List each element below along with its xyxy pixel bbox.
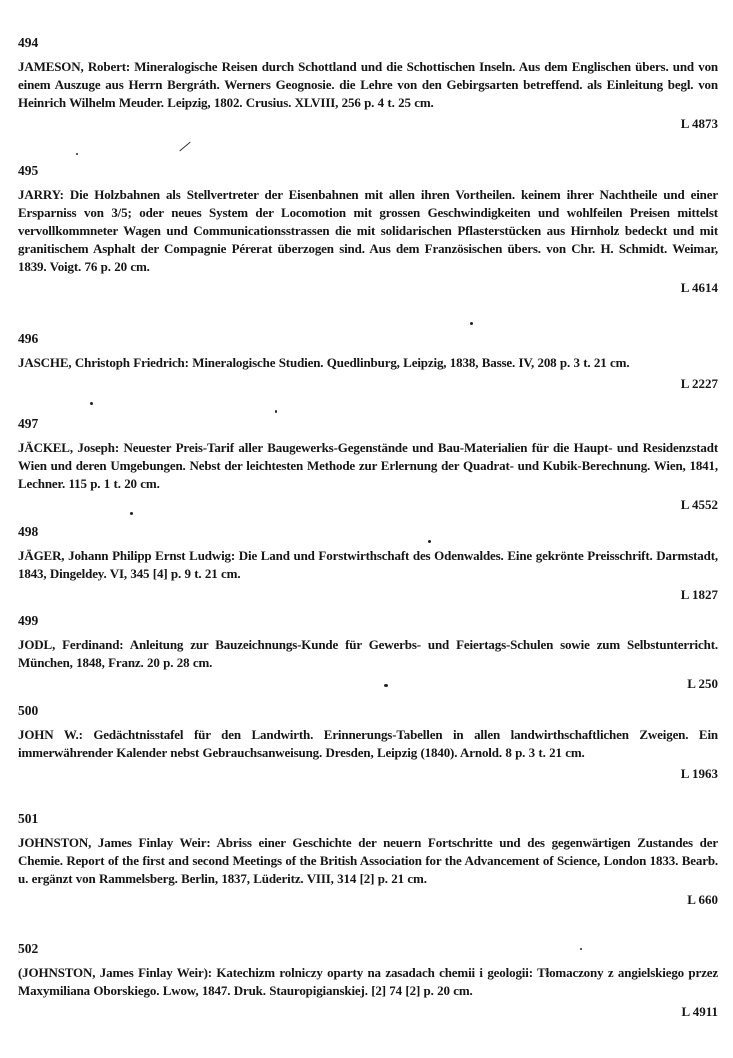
shelfmark: L 4911 <box>681 1004 718 1019</box>
entry-number: 500 <box>18 703 39 718</box>
scan-speck <box>275 410 277 413</box>
entry-text: JOHN W.: Gedächtnisstafel für den Landwirth. Erinnerungs-Tabellen in allen landwirthschaftlichen Zweigen. Ein immerwährender Kalender nebst Gebrauchsanweisung. Dresden, Leipzig (1840). Arnold. 8 p. 3 t. 21 cm. <box>18 727 718 760</box>
scan-speck <box>90 402 93 405</box>
shelfmark: L 4614 <box>680 280 718 295</box>
shelfmark: L 2227 <box>680 376 718 391</box>
shelfmark: L 1827 <box>680 587 718 602</box>
entry-number: 499 <box>18 613 39 628</box>
shelfmark: L 660 <box>687 892 718 907</box>
scan-speck <box>76 153 78 155</box>
entry-text: (JOHNSTON, James Finlay Weir): Katechizm rolniczy oparty na zasadach chemii i geologii: Tłomaczony z angielskiego przez Maxymiliana Oborskiego. Lwow, 1847. Druk. Stauropigianskiej. [2] 74 [2] p. 20 cm. <box>18 965 718 998</box>
catalogue-entry-499 <box>18 612 718 693</box>
entry-text: JARRY: Die Holzbahnen als Stellvertreter der Eisenbahnen mit allen ihren Vortheilen. keinem ihrer Nachtheile und einer Ersparniss von 3/5; oder neues System der Locomotion mit grossen Geschwindigkeiten und wohlfeilen Preisen mittelst vervollkommneter Wagen und Communicationsstrassen die mit solidarischen Pflasterstücken aus Hirnholz bedeckt und mit granitischem Asphalt der Compagnie Pérerat überzogen sind. Aus dem Französischen übers. von Chr. H. Schmidt. Weimar, 1839. Voigt. 76 p. 20 cm. <box>18 187 718 274</box>
catalogue-entry-501 <box>18 810 718 909</box>
entry-number: 494 <box>18 35 39 50</box>
scan-speck <box>580 948 582 950</box>
scan-speck <box>130 512 133 515</box>
shelfmark: L 250 <box>687 676 718 691</box>
catalogue-entry-502 <box>18 940 718 1021</box>
entry-text: JOHNSTON, James Finlay Weir: Abriss einer Geschichte der neuern Fortschritte und des gegenwärtigen Zustandes der Chemie. Report of the first and second Meetings of the British Association for the Advancement of Science, London 1833. Bearb. u. ergänzt von Rammelsberg. Berlin, 1837, Lüderitz. VIII, 314 [2] p. 21 cm. <box>18 835 718 886</box>
catalogue-entry-498 <box>18 523 718 604</box>
entry-text: JODL, Ferdinand: Anleitung zur Bauzeichnungs-Kunde für Gewerbs- und Feiertags-Schulen sowie zum Selbstunterricht. München, 1848, Franz. 20 p. 28 cm. <box>18 637 718 670</box>
catalogue-entry-496 <box>18 330 718 393</box>
catalogue-entry-500 <box>18 702 718 783</box>
scan-speck <box>384 684 388 687</box>
shelfmark: L 1963 <box>680 766 718 781</box>
entry-text: JÄGER, Johann Philipp Ernst Ludwig: Die Land und Forstwirthschaft des Odenwaldes. Eine gekrönte Preisschrift. Darmstadt, 1843, Dingeldey. VI, 345 [4] p. 9 t. 21 cm. <box>18 548 718 581</box>
entry-number: 496 <box>18 331 39 346</box>
entry-number: 497 <box>18 416 39 431</box>
scan-speck <box>470 322 473 325</box>
catalogue-entry-497 <box>18 415 718 514</box>
catalogue-entry-494 <box>18 34 718 133</box>
entry-number: 498 <box>18 524 39 539</box>
entry-text: JAMESON, Robert: Mineralogische Reisen durch Schottland und die Schottischen Inseln. Aus dem Englischen übers. und von einem Auszuge aus Herrn Bergráth. Werners Geognosie. die Lehre von den Gebirgsarten betreffend. als Einleitung begl. von Heinrich Wilhelm Meuder. Leipzig, 1802. Crusius. XLVIII, 256 p. 4 t. 25 cm. <box>18 59 718 110</box>
shelfmark: L 4552 <box>680 497 718 512</box>
scan-mark <box>179 142 190 152</box>
entry-text: JÄCKEL, Joseph: Neuester Preis-Tarif aller Baugewerks-Gegenstände und Bau-Materialien für die Haupt- und Residenzstadt Wien und deren Umgebungen. Nebst der leichtesten Methode zur Erlernung der Quadrat- und Kubik-Berechnung. Wien, 1841, Lechner. 115 p. 1 t. 20 cm. <box>18 440 718 491</box>
entry-text: JASCHE, Christoph Friedrich: Mineralogische Studien. Quedlinburg, Leipzig, 1838, Basse. IV, 208 p. 3 t. 21 cm. <box>18 355 630 370</box>
entry-number: 495 <box>18 163 39 178</box>
catalogue-entry-495 <box>18 162 718 297</box>
entry-number: 502 <box>18 941 39 956</box>
entry-number: 501 <box>18 811 39 826</box>
scan-speck <box>428 540 431 543</box>
shelfmark: L 4873 <box>680 116 718 131</box>
